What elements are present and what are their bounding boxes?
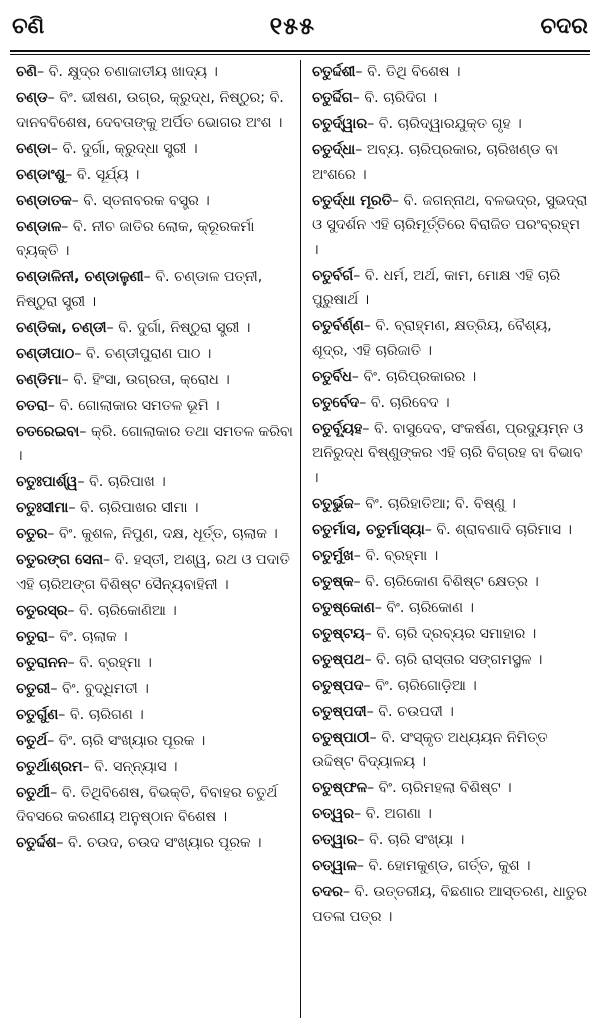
headword: ଚତୁରୀ (16, 680, 51, 697)
headword: ଚତୁର୍ବେଦ (312, 394, 360, 411)
headword: ଚଣ୍ଡାଳ (16, 218, 62, 235)
headword: ଚତ୍ୱର (312, 806, 354, 822)
headword: ଚତୁର୍ଦ୍ଦଶୀ (312, 64, 356, 80)
definition: – ବି. ଜଗନ୍ନାଥ, ବଳଭଦ୍ର, ସୁଭଦ୍ରା ଓ ସୁଦର୍ଶନ ଏହି ଚାରିମୂର୍ତ୍ତିରେ ବିରାଜିତ ପରଂବ୍ରହ୍ମ । (312, 192, 588, 258)
dictionary-entry (312, 622, 590, 647)
definition: – ବିଂ. ଚାରିଗୋଡ଼ିଆ । (363, 677, 477, 694)
definition: – ବି. ସଂସ୍କୃତ ଅଧ୍ୟୟନ ନିମିତ୍ତ ଉଦ୍ଦିଷ୍ଟ ବିଦ୍ୟାଳୟ । (312, 729, 548, 770)
headword: ଚତୁରାନନ (16, 654, 68, 671)
dictionary-entry (16, 625, 294, 650)
definition: – ବି. ଚାରି ରାସ୍ତାର ସଙ୍ଗମସ୍ଥଳ । (364, 651, 543, 668)
dictionary-entry (312, 544, 590, 569)
dictionary-entry (312, 314, 590, 363)
header-rule-thin (10, 54, 590, 55)
definition: – ବି. ସୂର୍ଯ୍ୟ । (65, 166, 140, 183)
definition: – ବି. ଚାରିବେଦ । (359, 394, 450, 411)
headword: ଚତୁର୍ଦ୍ଦିଗ (312, 90, 353, 106)
definition: – ବି. ଚାରିଦ୍ୱାରଯୁକ୍ତ ଗୃହ । (367, 116, 522, 132)
dictionary-entry (16, 548, 294, 597)
headword: ଚତୁର୍ବର୍ଣ୍ଣ (312, 318, 364, 334)
dictionary-entry (16, 755, 294, 780)
headword: ଚତୁଃସୀମା (16, 500, 69, 516)
definition: – ବି. ଶ୍ରାବଣାଦି ଚାରିମାସ । (424, 521, 572, 538)
dictionary-entry (312, 700, 590, 725)
headword: ଚଣ୍ଡାଳିନୀ, ଚଣ୍ଡାଳୁଣୀ (16, 269, 144, 285)
dictionary-entry (16, 651, 294, 676)
headword: ଚତୁଷ୍ପଦୀ (312, 703, 367, 720)
definition: – ବି. ବ୍ରହ୍ମା । (67, 654, 152, 671)
headword: ଚତୁଷ୍କ (312, 573, 354, 590)
definition: – ବି. ହୋମକୁଣ୍ଡ, ଗର୍ତ୍ତ, କୁଶ । (356, 858, 531, 874)
definition: – ବିଂ. କୁଶଳ, ନିପୁଣ, ଦକ୍ଷ, ଧୂର୍ତ୍ତ, ଚାଲାକ । (47, 526, 278, 542)
definition: – ବି. ଚାରିକୋଣ ବିଶିଷ୍ଟ କ୍ଷେତ୍ର । (353, 573, 539, 590)
definition: – ବି. ଧର୍ମ, ଅର୍ଥ, କାମ, ମୋକ୍ଷ ଏହି ଚାରି ପୁରୁଷାର୍ଥ । (312, 267, 561, 308)
dictionary-entry (16, 189, 294, 214)
page-number: ୧୫୫ (269, 12, 316, 40)
headword: ଚଣି (16, 64, 37, 80)
definition: – ବି. ଚାରିଗଣ । (58, 706, 144, 723)
headword: ଚତରା (16, 397, 48, 414)
definition: – ବିଂ. ଚାରିମହଲା ବିଶିଷ୍ଟ । (366, 780, 512, 796)
definition: – ବି. ବାସୁଦେବ, ସଂକର୍ଷଣ, ପ୍ରଦ୍ୟୁମ୍ନ ଓ ଅନିରୁଦ୍ଧ ବିଷ୍ଣୁଙ୍କର ଏହି ଚାରି ବିଗ୍ରହ ବା ବିଭାବ । (312, 420, 584, 486)
definition: – ବି. କ୍ଷୁଦ୍ର ଚଣାଜାତୀୟ ଖାଦ୍ୟ । (36, 64, 218, 80)
dictionary-entry (16, 831, 294, 856)
definition: – ବିଂ. ଚାରିପ୍ରକାରର । (351, 368, 477, 385)
dictionary-entry (312, 112, 590, 137)
dictionary-entry (312, 674, 590, 699)
dictionary-entry (16, 368, 294, 393)
headword: ଚତୁର୍ଦ୍ୱାର (312, 116, 368, 132)
definition: – ବି. ଚଉଦ, ଚଉଦ ସଂଖ୍ୟାର ପୂରକ । (56, 835, 262, 851)
dictionary-entry (16, 703, 294, 728)
dictionary-entry (312, 60, 590, 85)
dictionary-entry (312, 726, 590, 775)
dictionary-entry (16, 420, 294, 469)
definition: – ବି. ଚାରି ସଂଖ୍ୟା । (357, 832, 465, 848)
dictionary-entry (16, 342, 294, 367)
definition: – ବି. ଗୋଲାକାର ସମତଳ ଭୂମି । (47, 397, 220, 414)
definition: – ବି. ତିଥି ବିଶେଷ । (355, 64, 461, 80)
dictionary-entry (312, 138, 590, 187)
definition: – ବି. ଚାରି ଦ୍ରବ୍ୟର ସମାହାର । (364, 625, 537, 642)
dictionary-entry (312, 880, 590, 929)
headword: ଚତୁରସ୍ର (16, 602, 68, 619)
dictionary-entry (312, 86, 590, 111)
definition: – ବି. ସ୍ତନାବରକ ବସ୍ତ୍ର । (71, 192, 210, 209)
dictionary-entry (16, 163, 294, 188)
right-guide-word: ଚଦର (540, 13, 588, 39)
headword: ଚତୁର୍ମାସ, ଚତୁର୍ମାସ୍ୟା (312, 521, 425, 538)
left-guide-word: ଚଣି (12, 13, 45, 39)
headword: ଚତୁର୍ବ୍ୟୂହ (312, 420, 363, 437)
headword: ଚତୁଷ୍ପଥ (312, 651, 365, 668)
dictionary-entry (16, 470, 294, 495)
definition: – ବିଂ. ଭୀଷଣ, ଉଗ୍ର, କ୍ରୁଦ୍ଧ, ନିଷ୍ଠୁର; ବି. ଦାନବବିଶେଷ, ଦେବତାଙ୍କୁ ଅର୍ପିତ ଭୋଗର ଅଂଶ । (16, 90, 284, 131)
definition: – ବି. ଚାରିପାଖ । (77, 474, 166, 490)
dictionary-entry (312, 828, 590, 853)
headword: ଚତୁରା (16, 628, 48, 645)
left-column (16, 60, 294, 857)
dictionary-entry (312, 518, 590, 543)
definition: – ବି. ତିଥିବିଶେଷ, ବିଭକ୍ତି, ବିବାହର ଚତୁର୍ଥ ଦିବସରେ କରଣୀୟ ଅନୁଷ୍ଠାନ ବିଶେଷ । (16, 784, 278, 825)
definition: – ବି. ଉତ୍ତରୀୟ, ବିଛଣାର ଆସ୍ତରଣ, ଧାତୁର ପତଳା ପତ୍ର । (312, 884, 587, 925)
definition: – ବି. ବ୍ରାହ୍ମଣ, କ୍ଷତ୍ରିୟ, ବୈଶ୍ୟ, ଶୂଦ୍ର, ଏହି ଚାରିଜାତି । (312, 318, 552, 359)
definition: – ବି. ଚାରିକୋଣିଆ । (67, 602, 177, 619)
headword: ଚତୁଷ୍ଟୟ (312, 625, 365, 642)
definition: – ବି. ଦୁର୍ଗା, ନିଷ୍ଠୁରା ସ୍ତ୍ରୀ । (106, 319, 251, 336)
dictionary-entry (16, 86, 294, 135)
dictionary-entry (16, 496, 294, 521)
dictionary-entry (312, 648, 590, 673)
headword: ଚତୁଃପାର୍ଶ୍ୱ (16, 474, 78, 490)
definition: – ବି. ଚଣ୍ଡୀପୁରାଣ ପାଠ । (74, 345, 212, 362)
dictionary-entry (16, 677, 294, 702)
running-head (12, 6, 588, 46)
headword: ଚତୁର୍ବିଧ (312, 368, 352, 385)
headword: ଚଣ୍ଡିମା (16, 371, 62, 388)
headword: ଚଣ୍ଡା (16, 140, 51, 157)
definition: – ବି. ହିଂସା, ଉଗ୍ରତା, କ୍ରୋଧ । (61, 371, 230, 388)
definition: – ବି. ଦୁର୍ଗା, କ୍ରୁଦ୍ଧା ସ୍ତ୍ରୀ । (50, 140, 198, 157)
dictionary-entry (16, 599, 294, 624)
definition: – ବି. ଚାରିଦିଗ । (352, 90, 438, 106)
headword: ଚତ୍ୱାଳ (312, 858, 357, 874)
headword: ଚଣ୍ଡିକା, ଚଣ୍ଡୀ (16, 319, 107, 336)
headword: ଚତୁଷ୍ପାଠୀ (312, 729, 370, 746)
headword: ଚତୁଷ୍ଫଳ (312, 780, 367, 796)
dictionary-entry (312, 776, 590, 801)
headword: ଚତୁର୍ଦ୍ଦଶ (16, 835, 57, 851)
headword: ଚତୁରଙ୍ଗ ସେନା (16, 552, 103, 568)
dictionary-entry (312, 802, 590, 827)
headword: ଚଣ୍ଡାଂଶୁ (16, 166, 66, 183)
definition: – ବି. ହସ୍ତୀ, ଅଶ୍ୱ, ରଥ ଓ ପଦାତି ଏହି ଚାରିଅଙ୍ଗ ବିଶିଷ୍ଟ ସୈନ୍ୟବାହିନୀ । (16, 552, 290, 593)
headword: ଚତରେଇବା (16, 423, 80, 440)
definition: – ବିଂ. ଚାରିହାତିଆ; ବି. ବିଷ୍ଣୁ । (353, 495, 516, 512)
headword: ଚତୁର୍ଥାଶ୍ରମ (16, 758, 83, 775)
dictionary-entry (312, 596, 590, 621)
headword: ଚତ୍ୱାର (312, 832, 358, 848)
header-rule (10, 50, 590, 52)
dictionary-entry (312, 365, 590, 390)
definition: – ଅବ୍ୟ. ଚାରିପ୍ରକାର, ଚାରିଖଣ୍ଡ ବା ଅଂଶରେ । (312, 142, 559, 183)
definition: – ବି. ଚଣ୍ଡାଳ ପତ୍ନୀ, ନିଷ୍ଠୁରା ସ୍ତ୍ରୀ । (16, 269, 263, 310)
definition: – ବି. ଚଉପଦୀ । (366, 703, 454, 720)
dictionary-entry (312, 417, 590, 491)
headword: ଚତୁର୍ଦ୍ଧା ମୂରତି (312, 192, 392, 209)
definition: – ବିଂ. ଚାଲାକ । (47, 628, 128, 645)
headword: ଚତୁର (16, 526, 48, 542)
dictionary-entry (16, 316, 294, 341)
headword: ଚତୁଷ୍ପଦ (312, 677, 364, 694)
dictionary-entry (312, 391, 590, 416)
dictionary-entry (16, 729, 294, 754)
headword: ଚତୁର୍ଥ (16, 732, 48, 749)
dictionary-entry (312, 189, 590, 263)
headword: ଚଣ୍ଡୀପାଠ (16, 345, 75, 362)
definition: – ବି. ଚାରିପାଖର ସୀମା । (68, 500, 199, 516)
definition: – ବିଂ. ବୁଦ୍ଧିମତୀ । (50, 680, 149, 697)
dictionary-entry (16, 137, 294, 162)
headword: ଚତୁର୍ଗୁଣ (16, 706, 59, 723)
headword: ଚଣ୍ଡ (16, 90, 48, 106)
headword: ଚତୁର୍ଭୁଜ (312, 495, 354, 512)
definition: – ବି. ସନ୍ନ୍ୟାସ । (82, 758, 178, 775)
headword: ଚଣ୍ଡାତକ (16, 192, 72, 209)
definition: – ବି. ନୀଚ ଜାତିର ଲୋକ, କ୍ରୂରକର୍ମା ବ୍ୟକ୍ତି । (16, 218, 255, 259)
dictionary-entry (16, 781, 294, 830)
column-divider (300, 60, 301, 1018)
dictionary-entry (312, 854, 590, 879)
headword: ଚତୁଷ୍କୋଣ (312, 599, 375, 616)
headword: ଚତୁର୍ଥୀ (16, 784, 51, 801)
definition: – ବି. ବ୍ରହ୍ମା । (353, 547, 439, 564)
definition: – କ୍ରି. ଗୋଲାକାର ତଥା ସମତଳ କରିବା । (16, 423, 293, 464)
dictionary-entry (312, 492, 590, 517)
dictionary-entry (16, 215, 294, 264)
definition: – ବି. ଅଗଣା । (354, 806, 432, 822)
dictionary-entry (16, 522, 294, 547)
headword: ଚଦର (312, 884, 343, 900)
dictionary-entry (16, 394, 294, 419)
right-column (312, 60, 590, 931)
headword: ଚତୁର୍ଦ୍ଧା (312, 142, 356, 158)
headword: ଚତୁର୍ମୁଖ (312, 547, 354, 564)
definition: – ବିଂ. ଚାରିକୋଣ । (374, 599, 474, 616)
dictionary-entry (16, 265, 294, 314)
dictionary-entry (312, 264, 590, 313)
definition: – ବିଂ. ଚାରି ସଂଖ୍ୟାର ପୂରକ । (47, 732, 206, 749)
dictionary-entry (312, 570, 590, 595)
dictionary-entry (16, 60, 294, 85)
headword: ଚତୁର୍ବର୍ଗ (312, 267, 354, 284)
